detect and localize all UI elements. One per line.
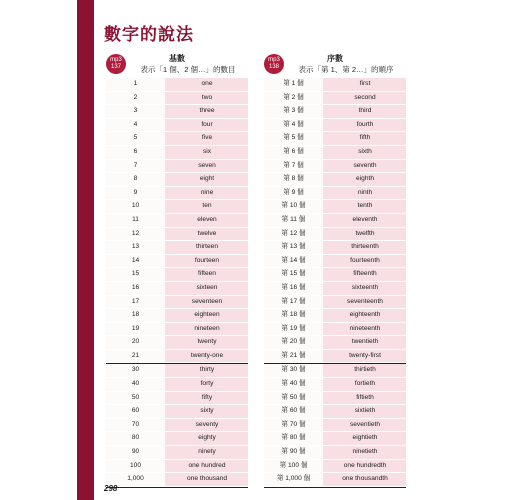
- numeral-cell: 第 60 個: [264, 405, 324, 418]
- numeral-cell: 60: [106, 405, 166, 418]
- english-word-cell: eleventh: [324, 214, 406, 227]
- numeral-cell: 第 7 個: [264, 160, 324, 173]
- ordinal-heading: 序數: [327, 54, 343, 63]
- english-word-cell: fourteen: [166, 255, 248, 268]
- page-title: 數字的說法: [104, 25, 194, 45]
- english-word-cell: nineteenth: [324, 323, 406, 336]
- english-word-cell: seventy: [166, 419, 248, 432]
- english-word-cell: third: [324, 105, 406, 118]
- english-word-cell: fifteenth: [324, 268, 406, 281]
- table-row: [264, 173, 406, 187]
- numeral-cell: 12: [106, 228, 166, 241]
- numeral-cell: 14: [106, 255, 166, 268]
- table-row: [106, 187, 248, 201]
- numeral-cell: 第 1,000 個: [264, 473, 324, 486]
- table-row: [106, 323, 248, 337]
- table-row: [264, 187, 406, 201]
- english-word-cell: ninety: [166, 446, 248, 459]
- english-word-cell: fiftieth: [324, 392, 406, 405]
- english-word-cell: twenty-one: [166, 350, 248, 363]
- table-row: [106, 132, 248, 146]
- english-word-cell: fifty: [166, 392, 248, 405]
- table-row: [264, 78, 406, 92]
- english-word-cell: eighty: [166, 432, 248, 445]
- table-row: [264, 405, 406, 419]
- english-word-cell: fourth: [324, 119, 406, 132]
- numeral-cell: 第 100 個: [264, 460, 324, 473]
- table-row: [264, 160, 406, 174]
- numeral-cell: 第 5 個: [264, 132, 324, 145]
- english-word-cell: thirteenth: [324, 241, 406, 254]
- english-word-cell: eighth: [324, 173, 406, 186]
- english-word-cell: twenty-first: [324, 350, 406, 363]
- numeral-cell: 2: [106, 92, 166, 105]
- mp3-audio-badge[interactable]: [106, 54, 126, 74]
- badge-label: mp3: [268, 57, 280, 63]
- table-bottom-rule: [264, 487, 406, 488]
- english-word-cell: tenth: [324, 200, 406, 213]
- english-word-cell: one hundred: [166, 460, 248, 473]
- numeral-cell: 第 6 個: [264, 146, 324, 159]
- table-row: [264, 473, 406, 487]
- numeral-cell: 4: [106, 119, 166, 132]
- table-row: [106, 473, 248, 487]
- english-word-cell: seventieth: [324, 419, 406, 432]
- table-row: [106, 446, 248, 460]
- table-row: [264, 255, 406, 269]
- table-row: [106, 173, 248, 187]
- table-row: [264, 309, 406, 323]
- english-word-cell: seventeen: [166, 296, 248, 309]
- numeral-cell: 第 80 個: [264, 432, 324, 445]
- english-word-cell: sixteenth: [324, 282, 406, 295]
- cardinal-table-header: [106, 53, 248, 78]
- english-word-cell: second: [324, 92, 406, 105]
- table-row: [264, 214, 406, 228]
- numeral-cell: 第 3 個: [264, 105, 324, 118]
- table-row: [264, 92, 406, 106]
- english-word-cell: seventeenth: [324, 296, 406, 309]
- english-word-cell: first: [324, 78, 406, 91]
- numeral-cell: 第 9 個: [264, 187, 324, 200]
- numeral-cell: 40: [106, 378, 166, 391]
- english-word-cell: forty: [166, 378, 248, 391]
- english-word-cell: twenty: [166, 336, 248, 349]
- table-row: [264, 228, 406, 242]
- table-row: [106, 392, 248, 406]
- numeral-cell: 20: [106, 336, 166, 349]
- numeral-cell: 10: [106, 200, 166, 213]
- numeral-cell: 第 11 個: [264, 214, 324, 227]
- english-word-cell: two: [166, 92, 248, 105]
- table-row: [264, 241, 406, 255]
- numeral-cell: 11: [106, 214, 166, 227]
- numeral-cell: 1,000: [106, 473, 166, 486]
- numeral-cell: 3: [106, 105, 166, 118]
- table-row: [106, 405, 248, 419]
- table-row: [106, 146, 248, 160]
- table-row: [106, 105, 248, 119]
- table-row: [106, 241, 248, 255]
- numeral-cell: 第 10 個: [264, 200, 324, 213]
- english-word-cell: sixtieth: [324, 405, 406, 418]
- english-word-cell: fifth: [324, 132, 406, 145]
- numeral-cell: 1: [106, 78, 166, 91]
- table-row: [106, 119, 248, 133]
- table-row: [106, 214, 248, 228]
- badge-track: 137: [110, 64, 121, 70]
- numeral-cell: 第 17 個: [264, 296, 324, 309]
- numeral-cell: 第 20 個: [264, 336, 324, 349]
- numeral-cell: 第 1 個: [264, 78, 324, 91]
- table-row: [106, 309, 248, 323]
- english-word-cell: eighteen: [166, 309, 248, 322]
- english-word-cell: thirteen: [166, 241, 248, 254]
- ordinal-table-header: [264, 53, 406, 78]
- english-word-cell: thirty: [166, 364, 248, 377]
- english-word-cell: fortieth: [324, 378, 406, 391]
- table-row: [264, 119, 406, 133]
- numeral-cell: 第 70 個: [264, 419, 324, 432]
- english-word-cell: nine: [166, 187, 248, 200]
- cardinal-table: [106, 53, 248, 488]
- english-word-cell: one thousandth: [324, 473, 406, 486]
- ordinal-subheading: 表示「第 1、第 2…」的順序: [298, 65, 394, 74]
- table-row: [106, 160, 248, 174]
- page-number: 298: [104, 484, 118, 493]
- table-row: [264, 200, 406, 214]
- english-word-cell: nineteen: [166, 323, 248, 336]
- numeral-cell: 90: [106, 446, 166, 459]
- ordinal-rows: [264, 78, 406, 488]
- numeral-cell: 第 30 個: [264, 364, 324, 377]
- english-word-cell: eight: [166, 173, 248, 186]
- numeral-cell: 7: [106, 160, 166, 173]
- english-word-cell: one thousand: [166, 473, 248, 486]
- table-row: [264, 419, 406, 433]
- table-row: [264, 392, 406, 406]
- english-word-cell: ten: [166, 200, 248, 213]
- numeral-cell: 第 90 個: [264, 446, 324, 459]
- numeral-cell: 13: [106, 241, 166, 254]
- numeral-cell: 80: [106, 432, 166, 445]
- english-word-cell: sixth: [324, 146, 406, 159]
- table-row: [264, 446, 406, 460]
- mp3-audio-badge[interactable]: [264, 54, 284, 74]
- numeral-cell: 第 50 個: [264, 392, 324, 405]
- english-word-cell: twentieth: [324, 336, 406, 349]
- english-word-cell: ninetieth: [324, 446, 406, 459]
- english-word-cell: seven: [166, 160, 248, 173]
- numeral-cell: 第 40 個: [264, 378, 324, 391]
- table-row: [264, 363, 406, 378]
- numeral-cell: 第 2 個: [264, 92, 324, 105]
- table-row: [106, 350, 248, 364]
- table-row: [264, 323, 406, 337]
- numeral-cell: 15: [106, 268, 166, 281]
- page-sidebar-band: [77, 0, 94, 500]
- numeral-cell: 第 14 個: [264, 255, 324, 268]
- table-row: [264, 460, 406, 474]
- table-row: [106, 78, 248, 92]
- numeral-cell: 6: [106, 146, 166, 159]
- table-row: [264, 336, 406, 350]
- numeral-cell: 第 8 個: [264, 173, 324, 186]
- english-word-cell: twelve: [166, 228, 248, 241]
- table-row: [106, 282, 248, 296]
- table-bottom-rule: [106, 487, 248, 488]
- table-row: [106, 419, 248, 433]
- table-row: [106, 432, 248, 446]
- english-word-cell: ninth: [324, 187, 406, 200]
- table-row: [264, 296, 406, 310]
- table-row: [264, 350, 406, 364]
- english-word-cell: eightieth: [324, 432, 406, 445]
- table-row: [106, 228, 248, 242]
- numeral-cell: 第 21 個: [264, 350, 324, 363]
- numeral-cell: 50: [106, 392, 166, 405]
- table-row: [264, 268, 406, 282]
- numeral-cell: 100: [106, 460, 166, 473]
- english-word-cell: eighteenth: [324, 309, 406, 322]
- english-word-cell: thirtieth: [324, 364, 406, 377]
- numeral-cell: 5: [106, 132, 166, 145]
- table-row: [106, 363, 248, 378]
- numeral-cell: 18: [106, 309, 166, 322]
- badge-label: mp3: [110, 57, 122, 63]
- table-row: [106, 460, 248, 474]
- numeral-cell: 第 15 個: [264, 268, 324, 281]
- english-word-cell: fifteen: [166, 268, 248, 281]
- table-row: [106, 378, 248, 392]
- table-row: [264, 282, 406, 296]
- numeral-cell: 第 16 個: [264, 282, 324, 295]
- cardinal-subheading: 表示「1 個、2 個…」的數目: [140, 65, 236, 74]
- cardinal-rows: [106, 78, 248, 488]
- table-row: [264, 432, 406, 446]
- numeral-cell: 21: [106, 350, 166, 363]
- numeral-cell: 第 4 個: [264, 119, 324, 132]
- english-word-cell: six: [166, 146, 248, 159]
- table-row: [106, 200, 248, 214]
- numeral-cell: 19: [106, 323, 166, 336]
- english-word-cell: sixty: [166, 405, 248, 418]
- table-row: [264, 146, 406, 160]
- table-row: [106, 268, 248, 282]
- english-word-cell: twelfth: [324, 228, 406, 241]
- numeral-cell: 9: [106, 187, 166, 200]
- english-word-cell: four: [166, 119, 248, 132]
- english-word-cell: sixteen: [166, 282, 248, 295]
- numeral-cell: 17: [106, 296, 166, 309]
- table-row: [106, 336, 248, 350]
- numeral-cell: 16: [106, 282, 166, 295]
- table-row: [264, 378, 406, 392]
- table-row: [264, 105, 406, 119]
- numeral-cell: 第 12 個: [264, 228, 324, 241]
- badge-track: 138: [268, 64, 279, 70]
- english-word-cell: one hundredth: [324, 460, 406, 473]
- table-row: [106, 92, 248, 106]
- numeral-cell: 30: [106, 364, 166, 377]
- cardinal-heading: 基數: [169, 54, 185, 63]
- table-row: [106, 296, 248, 310]
- numeral-cell: 第 13 個: [264, 241, 324, 254]
- numeral-cell: 70: [106, 419, 166, 432]
- english-word-cell: fourteenth: [324, 255, 406, 268]
- table-row: [106, 255, 248, 269]
- english-word-cell: one: [166, 78, 248, 91]
- english-word-cell: three: [166, 105, 248, 118]
- numeral-cell: 第 19 個: [264, 323, 324, 336]
- english-word-cell: seventh: [324, 160, 406, 173]
- english-word-cell: five: [166, 132, 248, 145]
- ordinal-table: [264, 53, 406, 488]
- table-row: [264, 132, 406, 146]
- numeral-cell: 第 18 個: [264, 309, 324, 322]
- english-word-cell: eleven: [166, 214, 248, 227]
- numeral-cell: 8: [106, 173, 166, 186]
